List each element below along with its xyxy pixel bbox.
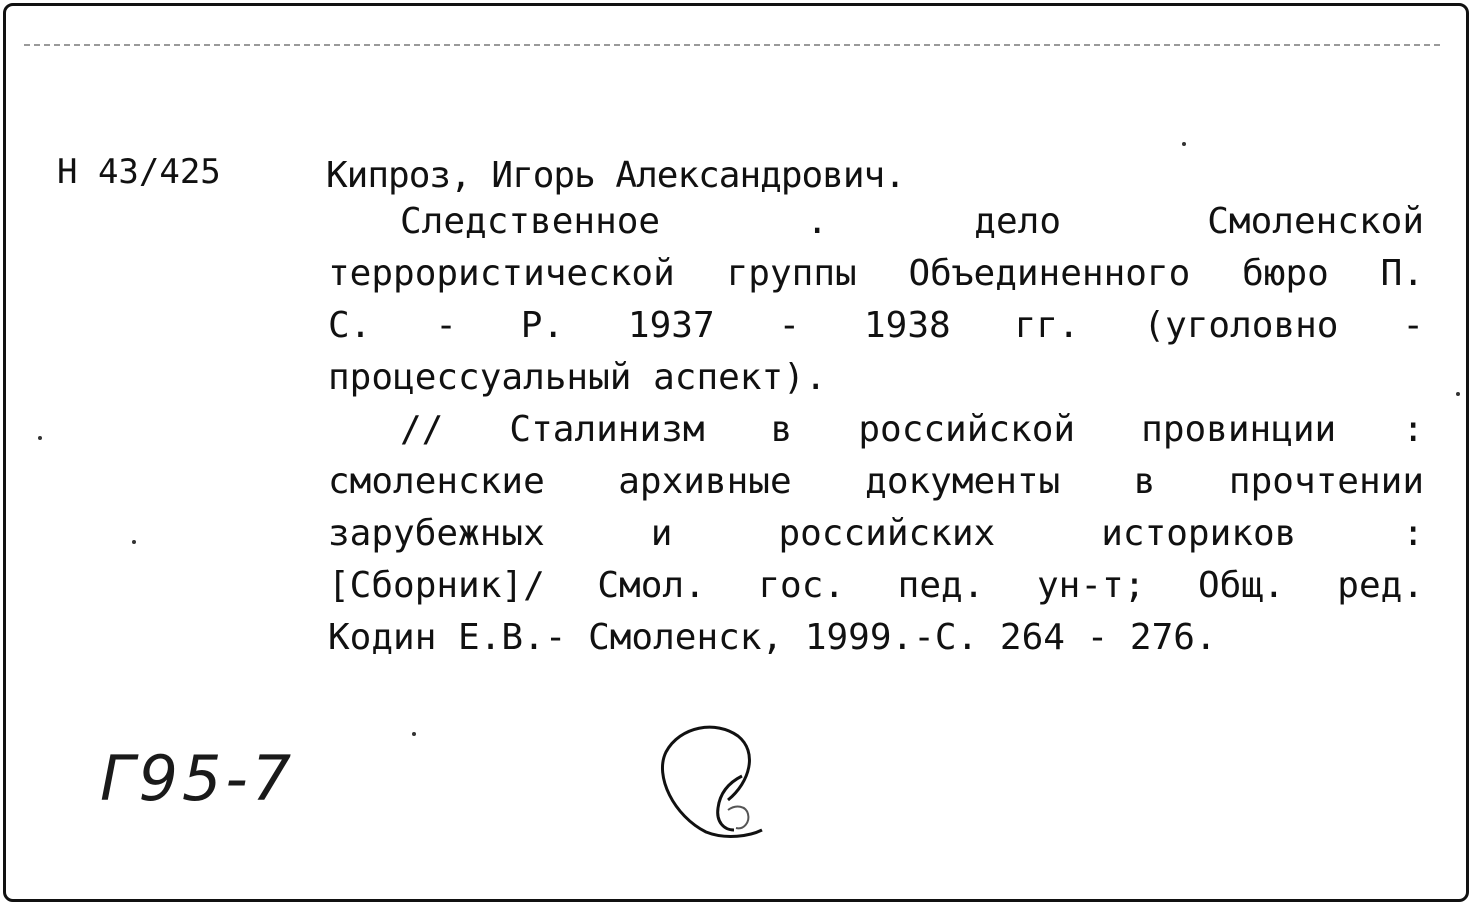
- paper-speck: [132, 540, 136, 544]
- paper-speck: [38, 436, 42, 440]
- description-line: процессуальный аспект).: [328, 357, 827, 398]
- description-line: Следственное . дело Смоленской: [400, 201, 1424, 242]
- paper-speck: [1456, 392, 1460, 396]
- handwritten-classification-code: Г95-7: [100, 742, 296, 815]
- description-line: С. - Р. 1937 - 1938 гг. (уголовно -: [328, 305, 1424, 346]
- bibliographic-description: [328, 196, 1424, 664]
- description-line: Кодин Е.В.- Смоленск, 1999.-С. 264 - 276.: [328, 617, 1217, 658]
- paper-speck: [412, 732, 416, 736]
- description-line: зарубежных и российских историков :: [328, 513, 1424, 554]
- shelfmark: Н 43/425: [57, 152, 221, 192]
- description-line: [Сборник]/ Смол. гос. пед. ун-т; Общ. ред.: [328, 565, 1424, 606]
- description-line: смоленские архивные документы в прочтении: [328, 461, 1424, 502]
- top-dashed-rule: [24, 44, 1440, 46]
- author-heading: Кипроз, Игорь Александрович.: [326, 155, 905, 196]
- paper-speck: [1182, 142, 1186, 146]
- library-stamp-icon: [650, 712, 780, 842]
- description-line: террористической группы Объединенного бюро П.: [328, 253, 1424, 294]
- description-line: // Сталинизм в российской провинции :: [400, 409, 1424, 450]
